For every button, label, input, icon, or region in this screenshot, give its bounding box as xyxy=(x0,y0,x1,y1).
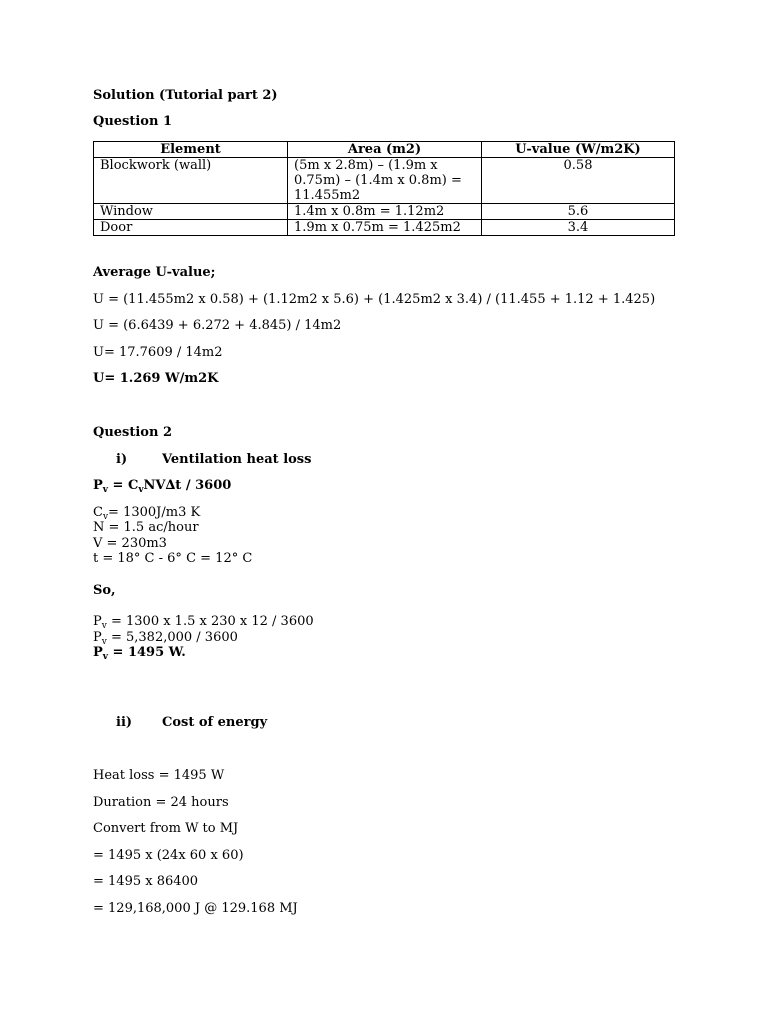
equation-line: U = (11.455m2 x 0.58) + (1.12m2 x 5.6) + (1.425m2 x 3.4) / (11.455 + 1.12 + 1.425) xyxy=(93,292,656,307)
calc-line: $P_v = 5,382,000 / 3600$ xyxy=(93,630,238,647)
part-number: i) xyxy=(116,452,128,467)
equation-line: U = (6.6439 + 6.272 + 4.845) / 14m2 xyxy=(93,318,342,333)
equation-result: U= 1.269 W/m2K xyxy=(93,371,219,386)
cell-area: 1.4m x 0.8m = 1.12m2 xyxy=(288,204,482,220)
question-2-heading: Question 2 xyxy=(93,425,173,440)
header-element: Element xyxy=(94,142,288,158)
energy-line: Duration = 24 hours xyxy=(93,795,229,810)
cell-element: Door xyxy=(94,220,288,236)
energy-line: = 1495 x (24x 60 x 60) xyxy=(93,848,244,863)
calc-result: $P_v = 1495$ W. xyxy=(93,645,186,662)
table-row xyxy=(94,220,675,236)
cell-element: Window xyxy=(94,204,288,220)
ventilation-formula: $P_v = C_vNV\Delta t / 3600$ xyxy=(93,478,232,495)
energy-line: = 1495 x 86400 xyxy=(93,874,199,889)
v-value: V = 230m3 xyxy=(93,536,167,551)
cell-area: (5m x 2.8m) – (1.9m x 0.75m) – (1.4m x 0.8m) = 11.455m2 xyxy=(288,158,482,204)
cell-area: 1.9m x 0.75m = 1.425m2 xyxy=(288,220,482,236)
cell-u-value: 5.6 xyxy=(482,204,675,220)
part-title: Ventilation heat loss xyxy=(162,452,312,467)
so-label: So, xyxy=(93,583,116,598)
energy-line: = 129,168,000 J @ 129.168 MJ xyxy=(93,901,298,916)
cell-u-value: 0.58 xyxy=(482,158,675,204)
table-row xyxy=(94,158,675,204)
header-area: Area (m2) xyxy=(288,142,482,158)
header-u-value: U-value (W/m2K) xyxy=(482,142,675,158)
part-title: Cost of energy xyxy=(162,715,268,730)
average-u-label: Average U-value; xyxy=(93,265,216,280)
energy-line: Heat loss = 1495 W xyxy=(93,768,225,783)
table-header-row xyxy=(94,142,675,158)
u-value-table xyxy=(93,141,675,236)
document-title: Solution (Tutorial part 2) xyxy=(93,88,278,103)
cell-element: Blockwork (wall) xyxy=(94,158,288,204)
question-1-heading: Question 1 xyxy=(93,114,173,129)
cv-value: $C_v= 1300J/m3$ K xyxy=(93,505,201,522)
cell-u-value: 3.4 xyxy=(482,220,675,236)
t-value: t = 18° C - 6° C = 12° C xyxy=(93,551,253,566)
energy-line: Convert from W to MJ xyxy=(93,821,239,836)
equation-line: U= 17.7609 / 14m2 xyxy=(93,345,223,360)
calc-line: $P_v = 1300$ x 1.5 x 230 x 12 / 3600 xyxy=(93,614,314,631)
table-row xyxy=(94,204,675,220)
part-number: ii) xyxy=(116,715,133,730)
n-value: N = 1.5 ac/hour xyxy=(93,520,199,535)
